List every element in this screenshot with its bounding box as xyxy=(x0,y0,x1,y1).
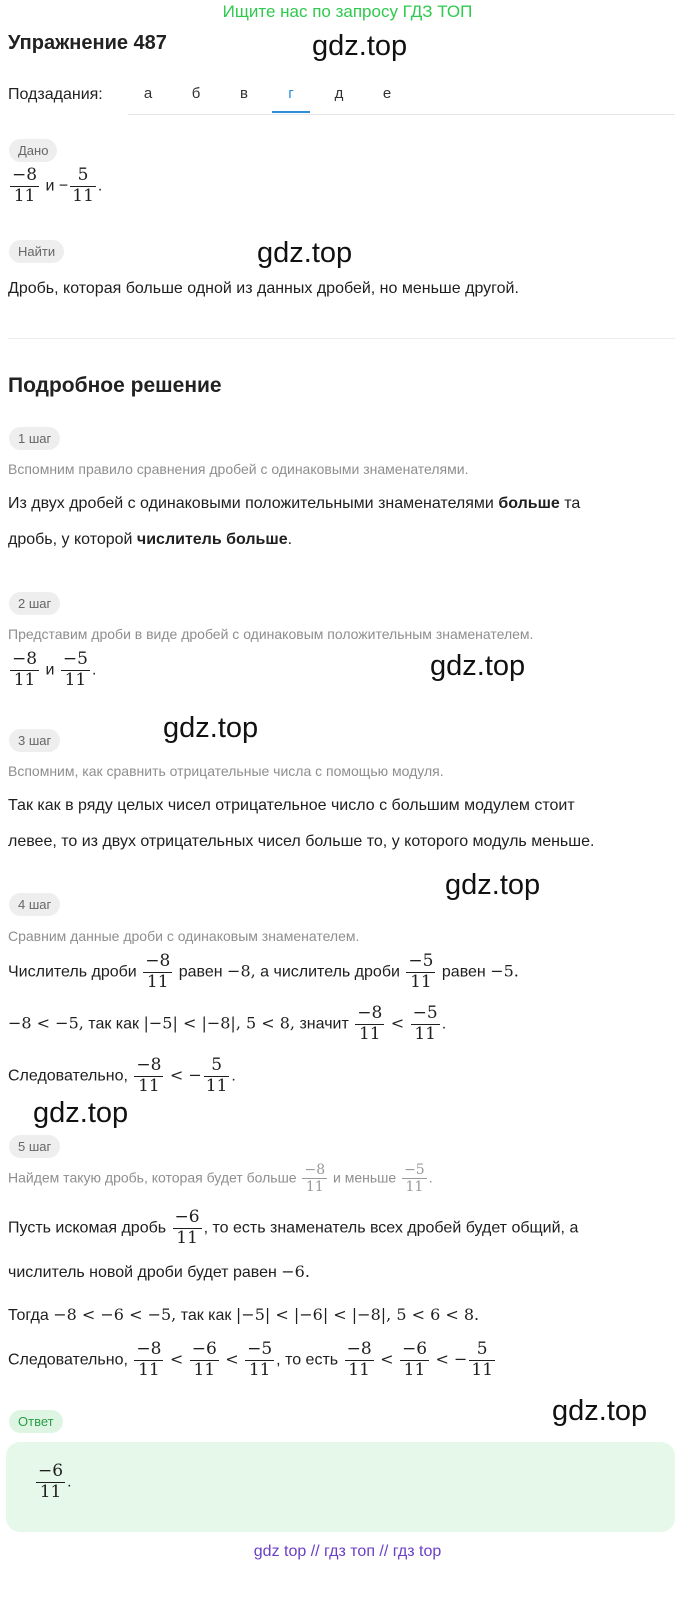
tab-a[interactable]: а xyxy=(143,85,153,102)
fraction: $\frac{5}{11}$ xyxy=(72,165,94,206)
answer-pill: Ответ xyxy=(9,1410,63,1433)
fraction: $\frac{-8}{11}$ xyxy=(136,1055,162,1096)
find-pill: Найти xyxy=(9,240,64,263)
step-5-line-3: Тогда −8 < −6 < −5, так как |−5| < |−6| < |−8|, 5 < 6 < 8. xyxy=(8,1305,480,1324)
given-expression: $\frac{-8}{11}$ и − $\frac{5}{11}$ . xyxy=(12,165,103,206)
fraction: $\frac{-6}{11}$ xyxy=(38,1461,64,1502)
step-4-line-1: Числитель дроби $\frac{-8}{11}$ равен −8, а числитель дроби $\frac{-5}{11}$ равен −5. xyxy=(8,951,519,992)
page-title: Упражнение 487 xyxy=(8,32,167,54)
footer-links[interactable]: gdz top // гдз топ // гдз top xyxy=(253,1543,442,1560)
fraction: $\frac{-5}{11}$ xyxy=(412,1003,438,1044)
fraction: $\frac{-6}{11}$ xyxy=(401,1339,428,1380)
solution-title: Подробное решение xyxy=(8,374,222,397)
divider xyxy=(8,338,675,339)
step-3-line-2: левее, то из двух отрицательных чисел больше то, у которого модуль меньше. xyxy=(8,833,595,850)
tab-v[interactable]: в xyxy=(240,85,248,102)
step-5-line-2: числитель новой дроби будет равен −6. xyxy=(8,1262,310,1281)
step-4-pill: 4 шаг xyxy=(9,893,60,916)
answer-box xyxy=(6,1442,675,1532)
fraction: $\frac{-5}{11}$ xyxy=(404,1162,425,1196)
fraction: $\frac{-5}{11}$ xyxy=(62,649,88,690)
step-1-line-1: Из двух дробей с одинаковыми положительными знаменателями больше та xyxy=(8,495,581,512)
fraction: $\frac{-5}{11}$ xyxy=(408,951,434,992)
fraction: $\frac{-8}{11}$ xyxy=(357,1003,383,1044)
step-5-pill: 5 шаг xyxy=(9,1135,60,1158)
step-1-hint: Вспомним правило сравнения дробей с одинаковыми знаменателями. xyxy=(8,461,469,477)
find-text: Дробь, которая больше одной из данных дробей, но меньше другой. xyxy=(8,280,519,297)
step-4-line-2: −8 < −5, так как |−5| < |−8|, 5 < 8, значит $\frac{-8}{11}$ < $\frac{-5}{11}$ . xyxy=(8,1003,447,1044)
tab-g[interactable]: г xyxy=(288,85,294,102)
watermark: gdz.top xyxy=(163,712,259,744)
fraction: $\frac{5}{11}$ xyxy=(471,1339,494,1380)
watermark: gdz.top xyxy=(33,1097,129,1129)
step-2-expression: $\frac{-8}{11}$ и $\frac{-5}{11}$ . xyxy=(12,649,97,690)
fraction: $\frac{-8}{11}$ xyxy=(304,1162,326,1196)
fraction: $\frac{-6}{11}$ xyxy=(191,1339,217,1380)
step-3-line-1: Так как в ряду целых чисел отрицательное число с большим модулем стоит xyxy=(8,797,575,814)
fraction: $\frac{-8}{11}$ xyxy=(145,951,171,992)
fraction: $\frac{-5}{11}$ xyxy=(247,1339,273,1380)
watermark: gdz.top xyxy=(312,30,408,62)
fraction: $\frac{-8}{11}$ xyxy=(346,1339,372,1380)
step-4-line-3: Следовательно, $\frac{-8}{11}$ < − $\frac{5}{11}$ . xyxy=(8,1055,236,1096)
subtasks-label: Подзадания: xyxy=(8,86,103,103)
watermark: gdz.top xyxy=(552,1395,648,1427)
tab-b[interactable]: б xyxy=(191,85,201,102)
step-5-hint: Найдем такую дробь, которая будет больше $\frac{-8}{11}$ и меньше $\frac{-5}{11}$ . xyxy=(8,1162,433,1196)
fraction: $\frac{-8}{11}$ xyxy=(12,165,38,206)
step-5-line-1: Пусть искомая дробь $\frac{-6}{11}$ , то есть знаменатель всех дробей будет общий, а xyxy=(8,1207,579,1248)
fraction: $\frac{5}{11}$ xyxy=(205,1055,228,1096)
top-banner[interactable]: Ищите нас по запросу ГДЗ ТОП xyxy=(222,2,473,21)
watermark: gdz.top xyxy=(430,650,526,682)
answer-expression: $\frac{-6}{11}$ . xyxy=(38,1461,72,1502)
step-1-pill: 1 шаг xyxy=(9,427,60,450)
tab-d[interactable]: д xyxy=(334,85,344,102)
step-2-pill: 2 шаг xyxy=(9,592,60,615)
step-3-pill: 3 шаг xyxy=(9,729,60,752)
subtask-tabs xyxy=(128,80,675,115)
step-2-hint: Представим дроби в виде дробей с одинаковым положительным знаменателем. xyxy=(8,626,534,642)
given-pill: Дано xyxy=(9,139,57,162)
fraction: $\frac{-8}{11}$ xyxy=(12,649,38,690)
watermark: gdz.top xyxy=(257,237,353,269)
active-tab-indicator xyxy=(272,111,310,113)
step-3-hint: Вспомним, как сравнить отрицательные числа с помощью модуля. xyxy=(8,763,444,779)
fraction: $\frac{-6}{11}$ xyxy=(174,1207,200,1248)
step-4-hint: Сравним данные дроби с одинаковым знаменателем. xyxy=(8,928,360,944)
step-1-line-2: дробь, у которой числитель больше. xyxy=(8,531,293,548)
fraction: $\frac{-8}{11}$ xyxy=(136,1339,162,1380)
step-5-line-4: Следовательно, $\frac{-8}{11}$ < $\frac{-6}{11}$ < $\frac{-5}{11}$ , то есть $\frac{-8}{11}$ < $\frac{-6}{11}$ < − $\frac{5}{11}$ xyxy=(8,1339,494,1380)
watermark: gdz.top xyxy=(445,869,541,901)
tab-e[interactable]: е xyxy=(382,85,392,102)
